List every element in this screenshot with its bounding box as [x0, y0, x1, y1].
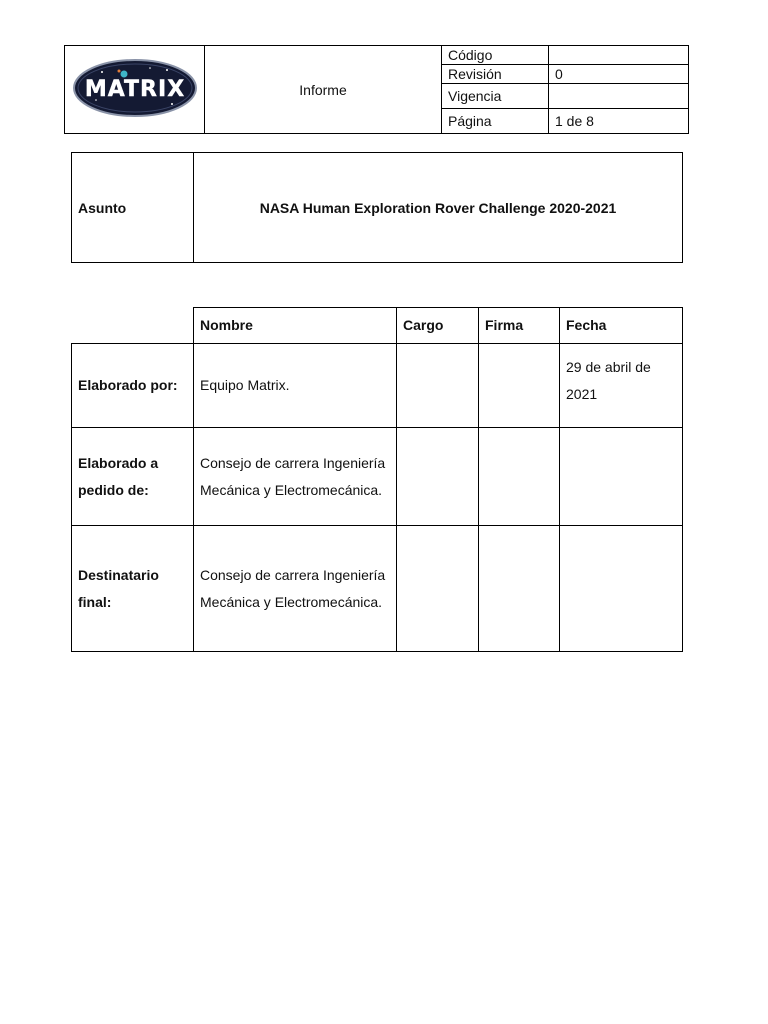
page-value: 1 de 8 [549, 108, 689, 133]
logo-text: MATRIX [84, 77, 185, 102]
column-header-fecha: Fecha [560, 308, 683, 344]
approval-table [71, 307, 683, 652]
approval-header-row [72, 308, 683, 344]
page-label: Página [442, 108, 549, 133]
matrix-logo [72, 58, 198, 118]
revision-value: 0 [549, 65, 689, 84]
table-row [72, 428, 683, 526]
subject-table [71, 152, 683, 263]
validity-label: Vigencia [442, 84, 549, 108]
fecha-cell [560, 526, 683, 652]
nombre-cell: Equipo Matrix. [194, 344, 397, 428]
code-label: Código [442, 46, 549, 65]
column-header-cargo: Cargo [397, 308, 479, 344]
fecha-cell: 29 de abril de 2021 [560, 344, 683, 428]
table-row [72, 526, 683, 652]
code-value [549, 46, 689, 65]
row-label: Destinatario final: [72, 526, 194, 652]
row-label: Elaborado a pedido de: [72, 428, 194, 526]
column-header-nombre: Nombre [194, 308, 397, 344]
cargo-cell [397, 428, 479, 526]
subject-value: NASA Human Exploration Rover Challenge 2020-2021 [194, 153, 683, 263]
document-header-table [64, 45, 689, 134]
validity-value [549, 84, 689, 108]
logo-cell [65, 46, 205, 134]
subject-label: Asunto [72, 153, 194, 263]
fecha-cell [560, 428, 683, 526]
firma-cell [479, 526, 560, 652]
nombre-cell: Consejo de carrera Ingeniería Mecánica y Electromecánica. [194, 428, 397, 526]
empty-corner-cell [72, 308, 194, 344]
column-header-firma: Firma [479, 308, 560, 344]
firma-cell [479, 428, 560, 526]
nombre-cell: Consejo de carrera Ingeniería Mecánica y Electromecánica. [194, 526, 397, 652]
cargo-cell [397, 344, 479, 428]
revision-label: Revisión [442, 65, 549, 84]
row-label: Elaborado por: [72, 344, 194, 428]
cargo-cell [397, 526, 479, 652]
document-type: Informe [205, 46, 442, 134]
firma-cell [479, 344, 560, 428]
table-row [72, 344, 683, 428]
